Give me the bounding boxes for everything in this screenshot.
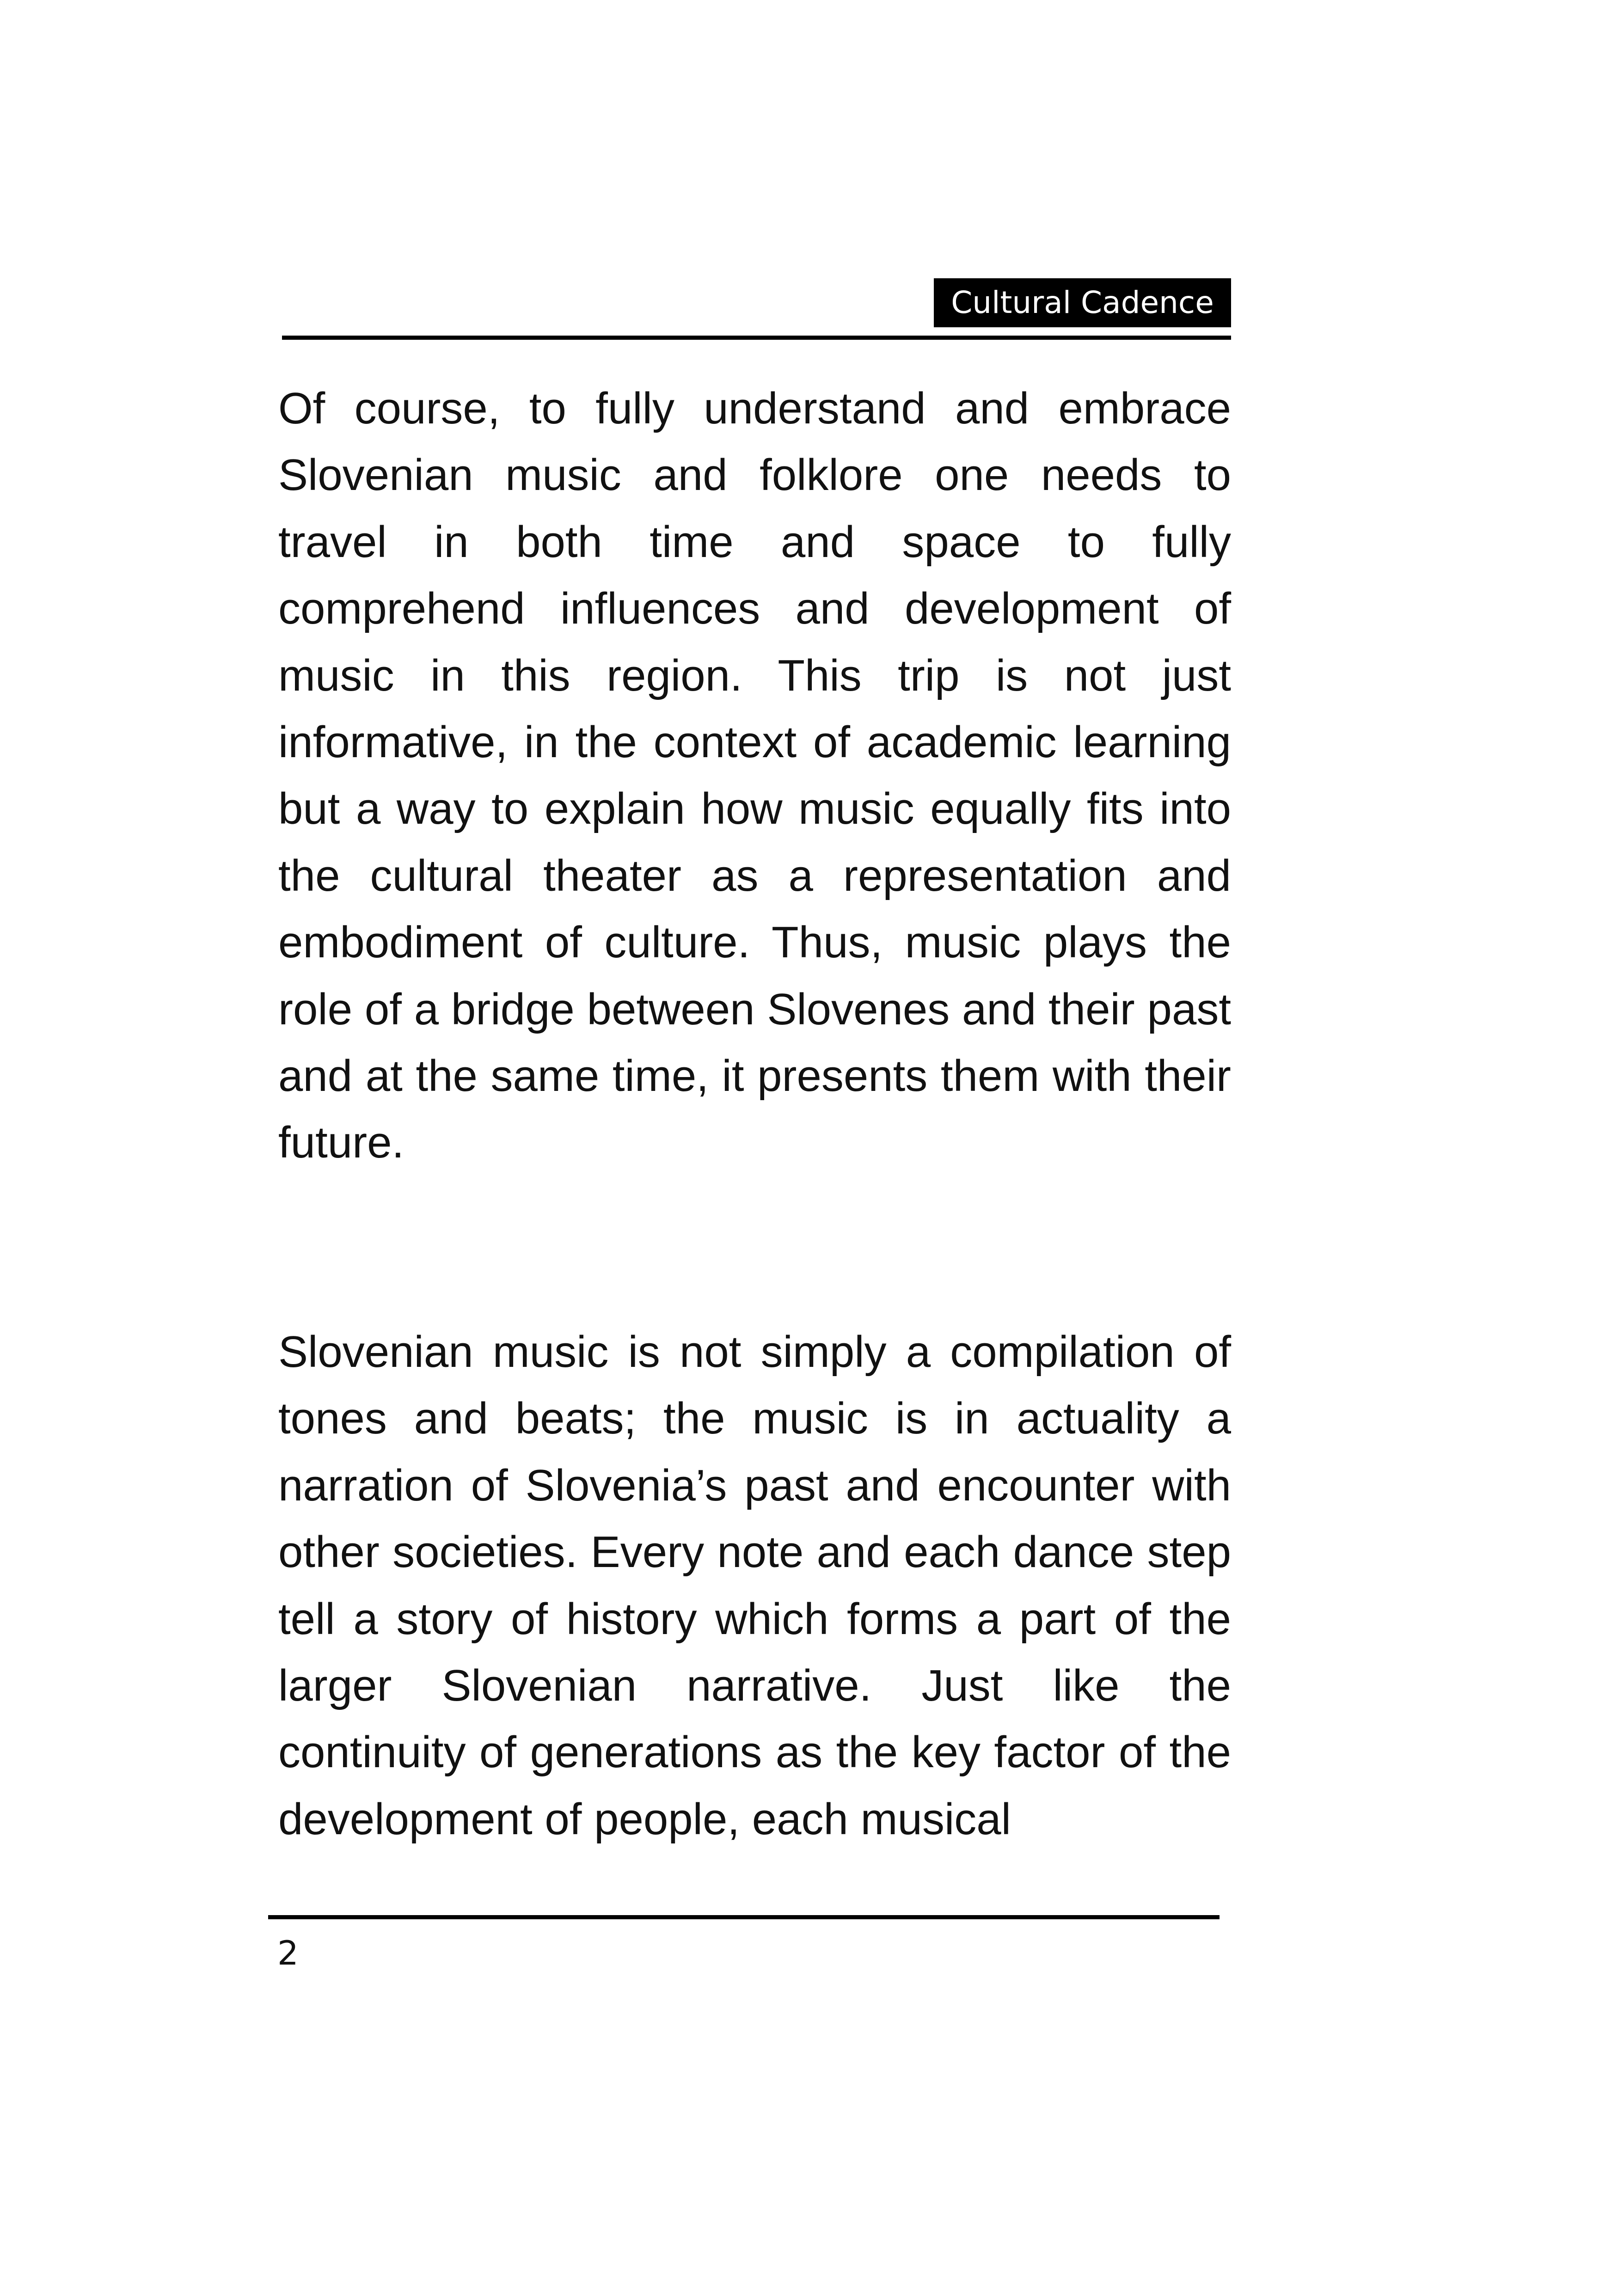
footer-divider bbox=[268, 1915, 1220, 1919]
running-header-title: Cultural Cadence bbox=[934, 278, 1231, 327]
header-divider bbox=[282, 336, 1231, 340]
body-paragraph-1: Of course, to fully understand and embrace Slovenian music and folklore one needs to travel in both time and space to fully comprehend influences and development of music in this region. This trip is not just informative, in the context of academic learning but a way to explain how music equally fits into the cultural theater as a representation and embodiment of culture. Thus, music plays the role of a bridge between Slovenes and their past and at the same time, it presents them with their future. bbox=[278, 384, 1231, 1168]
body-paragraph-2: Slovenian music is not simply a compilation of tones and beats; the music is in actuality a narration of Slovenia’s past and encounter with other societies. Every note and each dance step tell a story of history which forms a part of the larger Slovenian narrative. Just like the continuity of generations as the key factor of the development of people, each musical bbox=[278, 1327, 1231, 1844]
page-number: 2 bbox=[277, 1934, 299, 1972]
